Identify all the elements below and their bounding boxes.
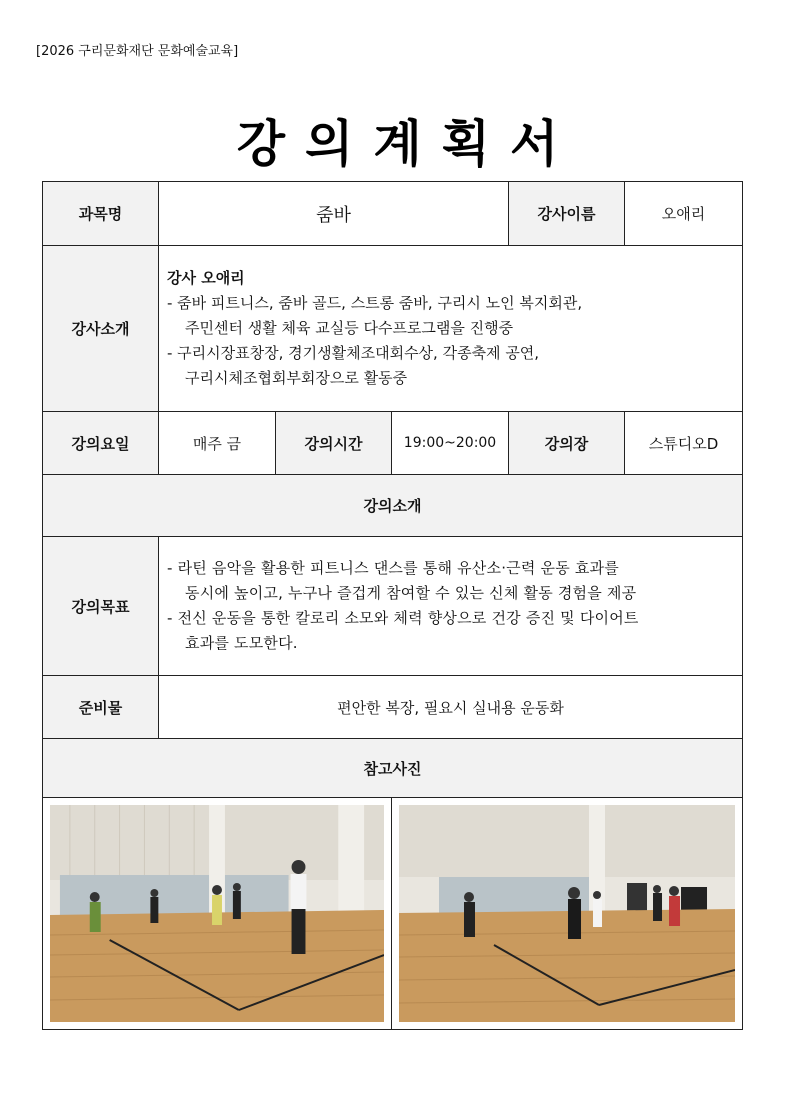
lecture-plan-table	[42, 181, 743, 1030]
course-row	[43, 182, 743, 246]
course-name-value: 줌바	[159, 182, 509, 246]
lecture-intro-section: 강의소개	[43, 475, 743, 537]
supplies-value: 편안한 복장, 필요시 실내용 운동화	[159, 676, 743, 739]
goal-line: - 전신 운동을 통한 칼로리 소모와 체력 향상으로 건강 증진 및 다이어트	[167, 609, 639, 627]
goal-line: - 라틴 음악을 활용한 피트니스 댄스를 통해 유산소·근력 운동 효과를	[167, 559, 619, 577]
intro-line: 구리시체조협회부회장으로 활동중	[185, 369, 408, 387]
header-tag: [2026 구리문화재단 문화예술교육]	[36, 44, 239, 59]
photos-section: 참고사진	[43, 739, 743, 798]
supplies-label: 준비물	[43, 676, 159, 739]
instructor-intro-heading: 강사 오애리	[167, 269, 245, 287]
lecture-time-label: 강의시간	[276, 412, 392, 475]
instructor-intro-row	[43, 246, 743, 412]
goal-line: 효과를 도모한다.	[185, 634, 298, 652]
photo-cell-right	[392, 798, 743, 1030]
lecture-day-value: 매주 금	[159, 412, 276, 475]
intro-line: - 줌바 피트니스, 줌바 골드, 스트롱 줌바, 구리시 노인 복지회관,	[167, 294, 583, 312]
photo-cell-left	[43, 798, 392, 1030]
lecture-goal-label: 강의목표	[43, 537, 159, 676]
lecture-place-label: 강의장	[509, 412, 625, 475]
intro-line: - 구리시장표창장, 경기생활체조대회수상, 각종축제 공연,	[167, 344, 540, 362]
lecture-time-value: 19:00~20:00	[392, 412, 509, 475]
document-title: 강의계획서	[236, 115, 579, 173]
lecture-place-value: 스튜디오D	[625, 412, 743, 475]
instructor-intro-content	[159, 246, 743, 412]
lecture-goal-content	[159, 537, 743, 676]
goal-line: 동시에 높이고, 누구나 즐겁게 참여할 수 있는 신체 활동 경험을 제공	[185, 584, 637, 602]
schedule-row	[43, 412, 743, 475]
lecture-day-label: 강의요일	[43, 412, 159, 475]
intro-line: 주민센터 생활 체육 교실등 다수프로그램을 진행중	[185, 319, 514, 337]
instructor-name-label: 강사이름	[509, 182, 625, 246]
instructor-intro-label: 강사소개	[43, 246, 159, 412]
supplies-row	[43, 676, 743, 739]
goal-row	[43, 537, 743, 676]
instructor-name-value: 오애리	[625, 182, 743, 246]
photos-section-row	[43, 739, 743, 798]
dance-class-photo	[399, 805, 735, 1022]
dance-class-photo	[50, 805, 384, 1022]
course-name-label: 과목명	[43, 182, 159, 246]
lecture-intro-section-row	[43, 475, 743, 537]
photos-row	[43, 798, 743, 1030]
